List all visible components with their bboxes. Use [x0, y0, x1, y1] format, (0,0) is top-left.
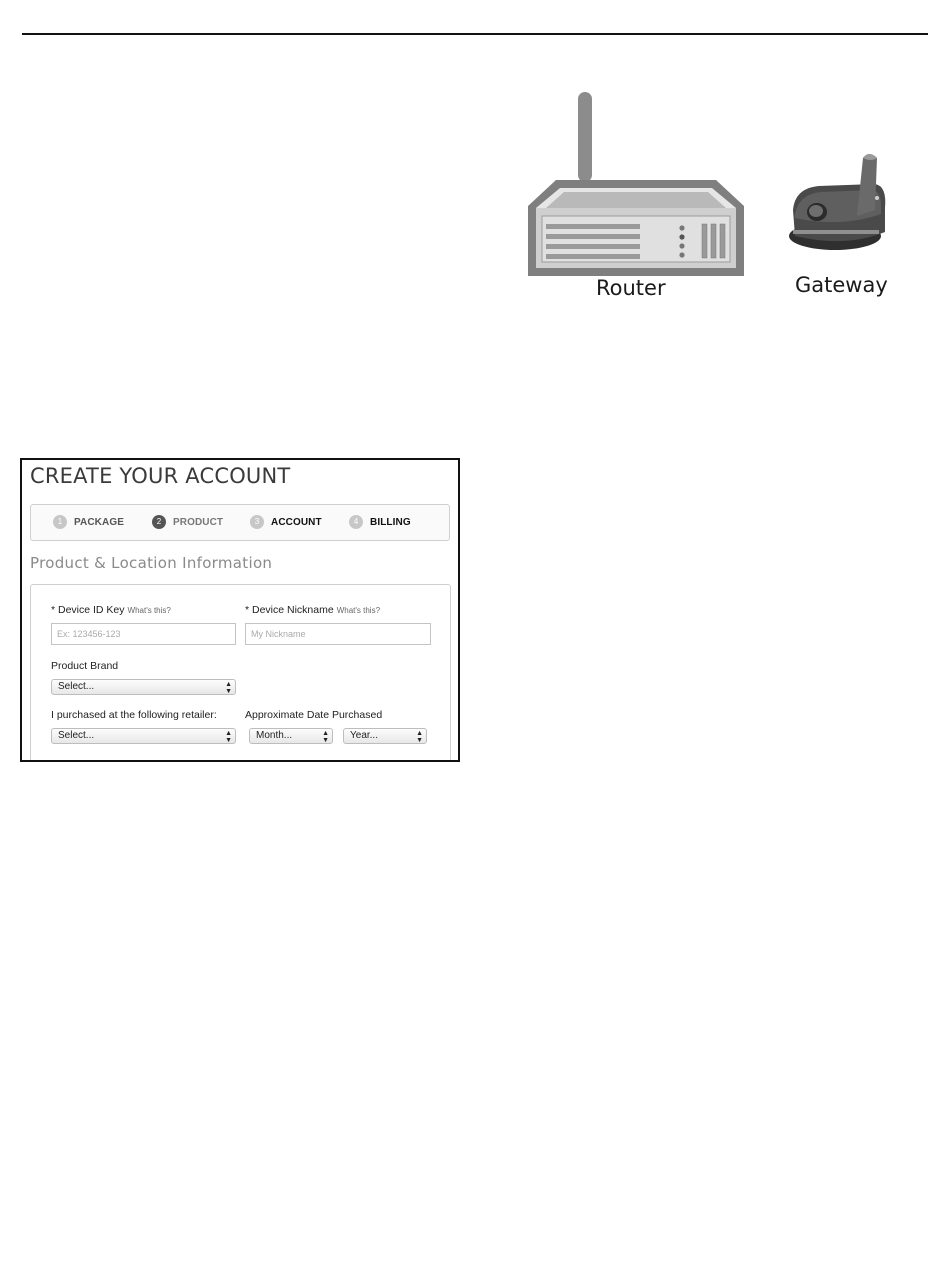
step-number-4: 4	[349, 515, 363, 529]
product-brand-label: Product Brand	[51, 660, 119, 672]
device-nickname-label-row	[245, 604, 380, 616]
section-heading: Product & Location Information	[30, 554, 273, 572]
gateway-icon	[785, 148, 895, 258]
step-number-2: 2	[152, 515, 166, 529]
device-nickname-input[interactable]: My Nickname	[245, 623, 431, 645]
progress-steps	[30, 504, 450, 541]
month-value: Month...	[256, 730, 293, 741]
date-purchased-label: Approximate Date Purchased	[245, 709, 383, 721]
up-down-arrows-icon: ▲ ▼	[416, 730, 423, 744]
gateway-caption: Gateway	[795, 273, 888, 297]
device-id-label-row	[51, 604, 171, 616]
product-form	[30, 584, 451, 762]
device-nickname-label: * Device Nickname	[245, 604, 334, 616]
product-brand-value: Select...	[58, 681, 95, 692]
year-value: Year...	[350, 730, 378, 741]
step-label-account: ACCOUNT	[271, 516, 322, 528]
step-label-package: PACKAGE	[74, 516, 124, 528]
retailer-select[interactable]	[51, 728, 236, 744]
router-caption: Router	[596, 276, 666, 300]
top-rule	[22, 33, 928, 35]
device-nickname-help-link[interactable]: What's this?	[336, 606, 381, 615]
step-account[interactable]	[250, 515, 322, 529]
retailer-value: Select...	[58, 730, 95, 741]
step-label-billing: BILLING	[370, 516, 411, 528]
year-select[interactable]	[343, 728, 427, 744]
step-number-1: 1	[53, 515, 67, 529]
up-down-arrows-icon: ▲ ▼	[225, 681, 232, 695]
device-id-input[interactable]: Ex: 123456-123	[51, 623, 236, 645]
router-icon	[520, 88, 752, 284]
device-id-label: * Device ID Key	[51, 604, 125, 616]
step-number-3: 3	[250, 515, 264, 529]
up-down-arrows-icon: ▲ ▼	[225, 730, 232, 744]
product-brand-select[interactable]	[51, 679, 236, 695]
step-package[interactable]	[53, 515, 124, 529]
step-label-product: PRODUCT	[173, 516, 224, 528]
create-account-panel	[20, 458, 460, 762]
device-id-help-link[interactable]: What's this?	[127, 606, 171, 615]
step-product[interactable]	[152, 515, 223, 529]
retailer-label: I purchased at the following retailer:	[51, 709, 217, 721]
month-select[interactable]	[249, 728, 333, 744]
up-down-arrows-icon: ▲ ▼	[322, 730, 329, 744]
step-billing[interactable]	[349, 515, 411, 529]
page-title: CREATE YOUR ACCOUNT	[30, 464, 291, 488]
